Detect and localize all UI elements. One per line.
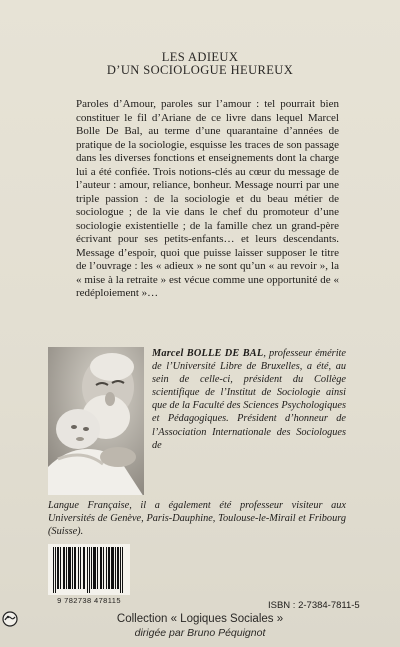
barcode xyxy=(48,544,130,595)
author-name: Marcel BOLLE DE BAL xyxy=(152,348,264,359)
author-bio xyxy=(152,347,346,452)
collection-name: Collection « Logiques Sociales » xyxy=(116,613,284,625)
summary-text xyxy=(76,98,339,301)
author-photo xyxy=(48,347,144,495)
book-title-line2: D’UN SOCIOLOGUE HEUREUX xyxy=(106,63,294,77)
author-bio-continued: Langue Française, il a également été professeur visiteur aux Universités de Genève, Paris-Dauphine, Toulouse-le-Mirail et Fribourg (Suisse). xyxy=(48,500,346,538)
barcode-number: 9 782738 478115 xyxy=(57,596,121,605)
barcode-icon xyxy=(48,544,130,595)
isbn: ISBN : 2-7384-7811-5 xyxy=(268,600,360,611)
book-title-line1: LES ADIEUX xyxy=(161,50,239,64)
author-photo-image xyxy=(48,347,144,495)
collection-director: dirigée par Bruno Péquignot xyxy=(134,627,266,639)
summary-paragraph: Paroles d’Amour, paroles sur l’amour : tel pourrait bien constituer le fil d’Ariane de ce livre dans lequel Marcel Bolle De Bal, au terme d’une quarantaine d’années de pratique de la sociologie, esquisse les traces de son passage dans les diverses fonctions et enseignements dont la charge lui a été confiée. Trois notions-clés au cœur du message de l’auteur : amour, reliance, bonheur. Message nourri par une triple passion : de la sociologie et du beau métier de sociologue ; de la vie dans le chef du promoteur d’une sociologie existentielle ; de la famille chez un grand-père écrivant pour ses petits-enfants… et leurs descendants. Message d’espoir, quoi que puisse laisser supposer le titre de l’ouvrage : les « adieux » ne sont qu’un « au revoir », la « mise à la retraite » est vécue comme une opportunité de « redéploiement »… xyxy=(76,98,339,299)
author-bio-text: , professeur émérite de l’Université Libre de Bruxelles, a été, au sein de celle-ci, président du Collège scientifique de l’Institut de Sociologie ainsi que de la Faculté des Sciences Psychologiques et Pédagogiques. Président d’honneur de l’Association Internationale des Sociologues de xyxy=(152,348,346,451)
